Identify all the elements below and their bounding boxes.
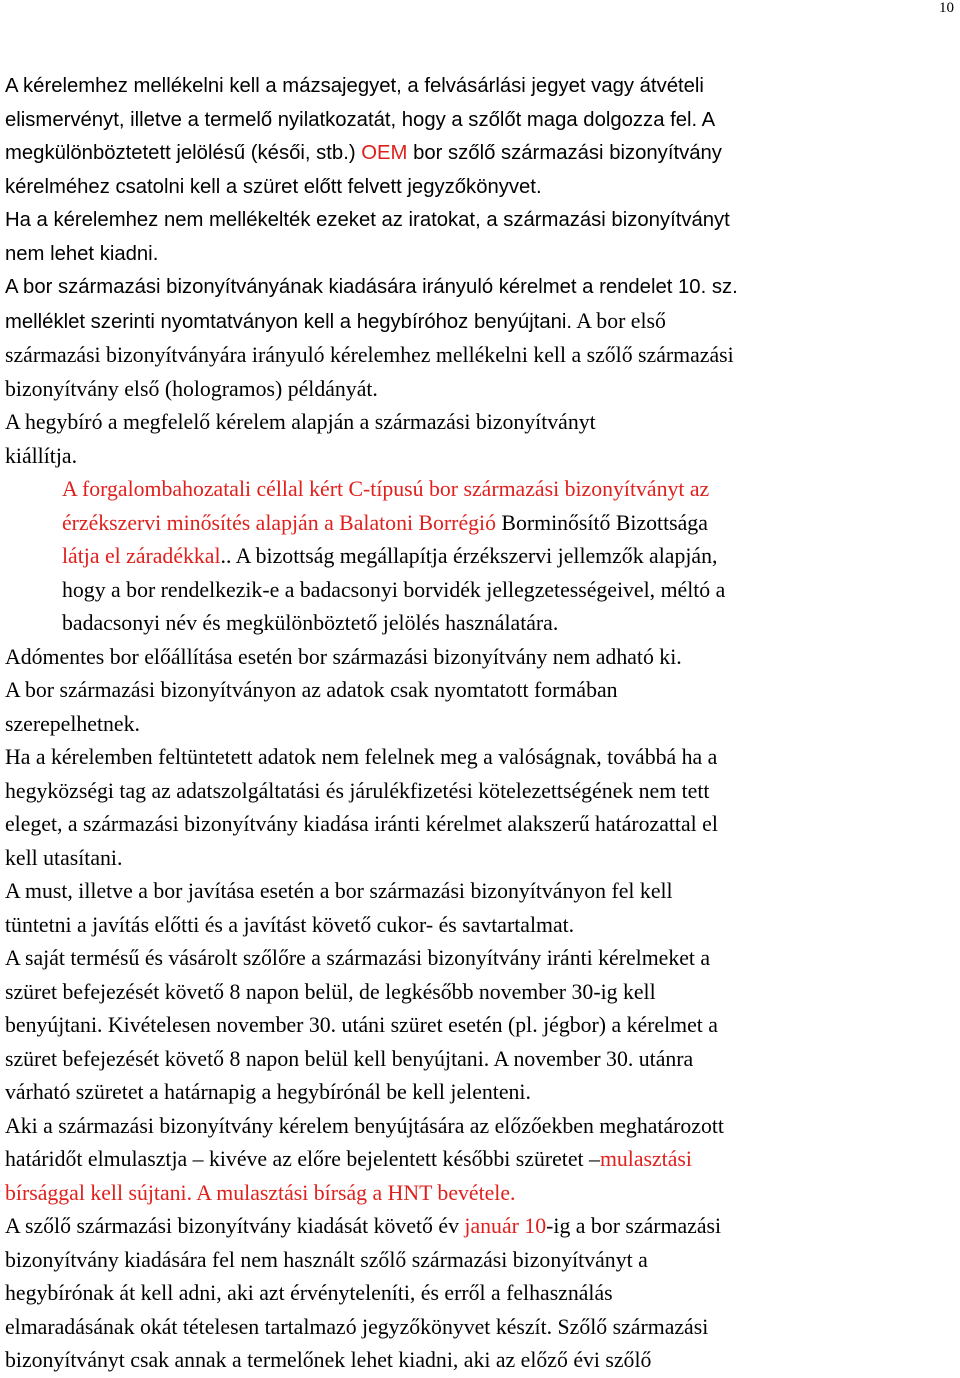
text-segment: melléklet szerinti nyomtatványon kell a hegybíróhoz benyújtani. <box>5 310 573 333</box>
paragraph-printed-form <box>5 674 957 741</box>
text-line: hogy a bor rendelkezik-e a badacsonyi borvidék jellegzetességeivel, méltó a <box>62 577 726 602</box>
text-segment: megkülönböztetett jelölésű (késői, stb.) <box>5 142 362 164</box>
paragraph-first-certificate <box>5 339 957 406</box>
text-line-highlight: A forgalombahozatali céllal kért C-típusú bor származási bizonyítványt az <box>62 477 710 501</box>
date-highlight: január 10 <box>464 1214 547 1238</box>
text-segment: bor szőlő származási bizonyítvány <box>407 142 722 164</box>
paragraph-application-form <box>5 271 957 339</box>
text-line: A saját termésű és vásárolt szőlőre a származási bizonyítvány iránti kérelmeket a <box>5 946 711 970</box>
text-segment: A bor első <box>572 308 666 333</box>
text-segment: Borminősítő Bizottsága <box>495 510 708 535</box>
oem-highlight: OEM <box>361 142 408 164</box>
text-line: tüntetni a javítás előtti és a javítást követő cukor- és savtartalmat. <box>5 912 575 937</box>
text-line: kell utasítani. <box>5 845 123 870</box>
text-segment-highlight: mulasztási <box>599 1147 692 1171</box>
text-line: várható szüretet a határnapig a hegybírónál be kell jelenteni. <box>5 1080 531 1104</box>
text-line: származási bizonyítványára irányuló kérelemhez mellékelni kell a szőlő származási <box>5 343 734 367</box>
text-line <box>5 305 957 340</box>
text-line: elismervényt, illetve a termelő nyilatkozatát, hogy a szőlőt maga dolgozza fel. A <box>5 108 716 131</box>
text-line: nem lehet kiadni. <box>5 242 159 265</box>
text-line: elmaradásának okát tételesen tartalmazó jegyzőkönyvet készít. Szőlő származási <box>5 1314 709 1339</box>
text-line: Adómentes bor előállítása esetén bor származási bizonyítvány nem adható ki. <box>5 644 682 669</box>
text-line: szüret befejezését követő 8 napon belül kell benyújtani. A november 30. utánra <box>5 1046 694 1071</box>
text-line: kiállítja. <box>5 443 78 468</box>
text-line: Aki a származási bizonyítvány kérelem benyújtására az előzőekben meghatározott <box>5 1113 724 1138</box>
text-line: szüret befejezését követő 8 napon belül, de legkésőbb november 30-ig kell <box>5 979 656 1004</box>
paragraph-rejection <box>5 741 957 875</box>
text-line <box>5 1143 957 1177</box>
text-segment: .. A bizottság megállapítja érzékszervi jellemzők alapján, <box>220 544 718 568</box>
text-line: bizonyítvány első (hologramos) példányát. <box>5 376 378 401</box>
paragraph-attachments <box>5 70 957 204</box>
text-line: Ha a kérelemben feltüntetett adatok nem felelnek meg a valóságnak, továbbá ha a <box>5 745 718 769</box>
text-line: A kérelemhez mellékelni kell a mázsajegyet, a felvásárlási jegyet vagy átvételi <box>5 75 704 97</box>
text-line: badacsonyi név és megkülönböztető jelölés használatára. <box>62 611 559 635</box>
paragraph-penalty <box>5 1110 957 1211</box>
text-segment-highlight: látja el záradékkal <box>62 544 221 568</box>
paragraph-deadlines <box>5 942 957 1110</box>
paragraph-c-type-wine <box>62 473 957 641</box>
paragraph-missing-documents <box>5 204 957 271</box>
text-line <box>62 507 957 541</box>
text-line <box>5 1210 957 1244</box>
text-line: szerepelhetnek. <box>5 711 140 736</box>
text-line: kérelméhez csatolni kell a szüret előtt felvett jegyzőkönyvet. <box>5 175 542 198</box>
paragraph-return-certificates <box>5 1210 957 1378</box>
text-line: A must, illetve a bor javítása esetén a bor származási bizonyítványon fel kell <box>5 879 673 903</box>
text-line: Ha a kérelemhez nem mellékelték ezeket az iratokat, a származási bizonyítványt <box>5 209 730 231</box>
text-line-highlight: bírsággal kell sújtani. A mulasztási bírság a HNT bevétele. <box>5 1180 516 1205</box>
document-body <box>5 70 957 1378</box>
text-line: benyújtani. Kivételesen november 30. utáni szüret esetén (pl. jégbor) a kérelmet a <box>5 1013 718 1037</box>
text-line: bizonyítványt csak annak a termelőnek lehet kiadni, aki az előző évi szőlő <box>5 1348 652 1372</box>
text-line: hegybírónak át kell adni, aki azt érvényteleníti, és erről a felhasználás <box>5 1281 613 1305</box>
text-line: A hegybíró a megfelelő kérelem alapján a származási bizonyítványt <box>5 410 596 434</box>
text-line: hegyközségi tag az adatszolgáltatási és járulékfizetési kötelezettségének nem tett <box>5 778 710 803</box>
text-line: A bor származási bizonyítványának kiadására irányuló kérelmet a rendelet 10. sz. <box>5 276 738 298</box>
text-segment-highlight: érzékszervi minősítés alapján a Balatoni Borrégió <box>62 510 496 535</box>
paragraph-correction <box>5 875 957 942</box>
text-segment: A szőlő származási bizonyítvány kiadását követő év <box>5 1214 465 1238</box>
paragraph-issuing <box>5 406 957 473</box>
text-line: eleget, a származási bizonyítvány kiadása iránti kérelmet alakszerű határozattal el <box>5 812 718 836</box>
text-line: bizonyítvány kiadására fel nem használt szőlő származási bizonyítványt a <box>5 1247 648 1272</box>
text-line <box>62 540 957 574</box>
text-segment: -ig a bor származási <box>546 1214 722 1238</box>
text-segment: határidőt elmulasztja – kivéve az előre bejelentett későbbi szüretet – <box>5 1147 600 1171</box>
page-number: 10 <box>939 0 954 16</box>
text-line <box>5 137 957 171</box>
text-line: A bor származási bizonyítványon az adatok csak nyomtatott formában <box>5 678 618 702</box>
paragraph-tax-free <box>5 641 957 675</box>
